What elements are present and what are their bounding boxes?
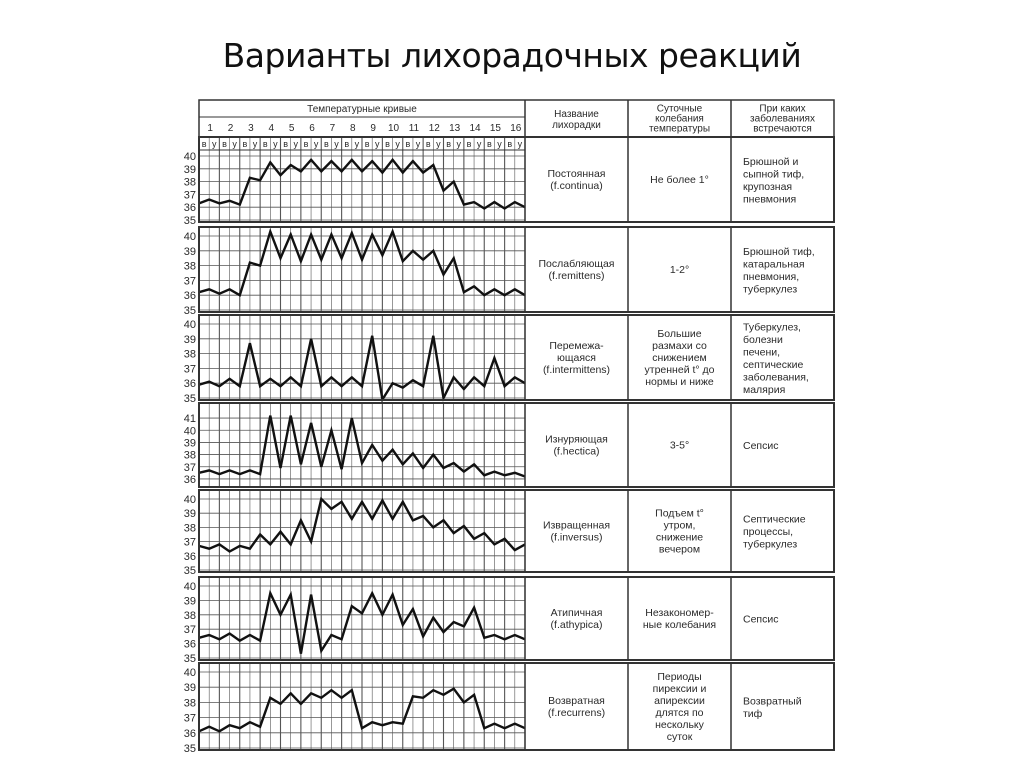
fever-row xyxy=(184,403,834,487)
y-tick-label: 40 xyxy=(183,581,196,593)
y-tick-label: 38 xyxy=(183,522,196,535)
y-tick-label: 37 xyxy=(183,624,196,637)
y-tick-label: 38 xyxy=(183,176,196,189)
disease-line: Брюшной тиф, xyxy=(743,245,815,258)
row-border xyxy=(199,227,834,312)
daily-fluctuation: 1-2° xyxy=(669,264,690,277)
morning-evening-label: у xyxy=(415,139,421,149)
morning-evening-label: у xyxy=(517,139,523,149)
y-tick-label: 38 xyxy=(183,348,196,361)
morning-evening-label: у xyxy=(497,139,502,149)
disease-line: септические xyxy=(743,358,804,371)
disease-line: Возвратный xyxy=(743,695,802,708)
day-number: 9 xyxy=(370,123,376,134)
diseases-cell xyxy=(743,246,815,296)
y-tick-label: 35 xyxy=(183,565,196,577)
daily-fluctuation: 3-5° xyxy=(669,439,690,452)
fever-name: Постоянная xyxy=(547,168,606,181)
diseases-cell xyxy=(743,440,778,452)
morning-evening-label: у xyxy=(436,139,441,149)
morning-evening-label: у xyxy=(313,139,319,149)
morning-evening-label: в xyxy=(446,139,451,149)
morning-evening-label: у xyxy=(395,139,400,149)
header-diseases: При каких xyxy=(759,103,806,115)
day-number: 10 xyxy=(388,123,400,134)
y-tick-label: 40 xyxy=(183,667,196,679)
diseases-cell xyxy=(743,614,778,626)
fever-row xyxy=(184,227,834,317)
y-tick-label: 37 xyxy=(183,189,196,202)
y-tick-label: 35 xyxy=(183,653,196,665)
morning-evening-label: у xyxy=(334,139,339,149)
fever-name: (f.athypica) xyxy=(550,619,603,632)
morning-evening-label: в xyxy=(507,139,513,149)
y-tick-label: 38 xyxy=(183,449,196,462)
daily-fluctuation: Незакономер- xyxy=(645,607,714,620)
morning-evening-label: в xyxy=(201,139,207,149)
y-tick-label: 39 xyxy=(183,595,196,608)
day-number: 3 xyxy=(248,123,254,134)
fever-name: (f.continua) xyxy=(550,180,603,193)
daily-fluctuation: длятся по xyxy=(655,707,704,720)
morning-evening-label: в xyxy=(262,139,268,149)
daily-fluctuation: Большие xyxy=(657,328,702,341)
day-number: 15 xyxy=(489,123,501,134)
header-curves: Температурные кривые xyxy=(307,104,417,115)
daily-fluctuation: ные колебания xyxy=(642,619,717,632)
morning-evening-label: в xyxy=(242,139,248,149)
disease-line: заболевания, xyxy=(743,371,809,384)
header-daily: Суточные xyxy=(656,103,703,115)
y-tick-label: 35 xyxy=(183,393,196,405)
day-number: 12 xyxy=(428,123,440,134)
daily-fluctuation: вечером xyxy=(658,543,701,556)
y-tick-label: 35 xyxy=(183,215,196,227)
fever-row xyxy=(184,577,834,665)
morning-evening-label: у xyxy=(212,139,217,149)
fever-name: Извращенная xyxy=(542,519,611,532)
header-daily: температуры xyxy=(648,123,711,135)
y-tick-label: 38 xyxy=(183,260,196,273)
y-tick-label: 39 xyxy=(183,163,196,176)
y-tick-label: 35 xyxy=(183,743,196,755)
disease-line: пневмония, xyxy=(743,270,800,283)
daily-fluctuation: снижением xyxy=(652,352,707,365)
daily-fluctuation: Не более 1° xyxy=(650,174,709,187)
disease-line: сыпной тиф, xyxy=(743,168,805,181)
morning-evening-label: в xyxy=(323,139,329,149)
daily-fluctuation: размахи со xyxy=(652,340,707,353)
day-number: 2 xyxy=(227,123,234,134)
day-number: 16 xyxy=(510,123,522,134)
y-tick-label: 40 xyxy=(183,425,196,438)
y-tick-label: 41 xyxy=(183,413,196,426)
fever-name: ющаяся xyxy=(557,352,596,365)
y-tick-label: 38 xyxy=(183,609,196,622)
fever-row xyxy=(184,490,834,577)
y-tick-label: 36 xyxy=(183,378,196,391)
daily-fluctuation: апирексии xyxy=(654,695,705,708)
disease-line: крупозная xyxy=(743,180,793,193)
y-tick-label: 36 xyxy=(183,550,196,563)
fever-row xyxy=(184,663,834,755)
morning-evening-label: у xyxy=(252,139,258,149)
daily-fluctuation: Периоды xyxy=(657,671,702,684)
fever-name: (f.recurrens) xyxy=(547,707,606,720)
y-tick-label: 37 xyxy=(183,461,196,474)
daily-fluctuation: утренней t° до xyxy=(644,364,715,377)
diseases-cell xyxy=(743,514,806,551)
disease-line: пневмония xyxy=(743,193,797,206)
day-number: 14 xyxy=(469,123,481,134)
y-tick-label: 39 xyxy=(183,437,196,450)
row-border xyxy=(199,315,834,400)
y-tick-label: 38 xyxy=(183,697,196,710)
fever-name: (f.hectica) xyxy=(553,445,600,458)
y-tick-label: 35 xyxy=(183,305,196,317)
diseases-cell xyxy=(743,321,809,396)
disease-line: Сепсис xyxy=(743,440,779,452)
fever-row xyxy=(184,315,834,405)
day-number: 4 xyxy=(268,123,275,134)
diseases-cell xyxy=(743,695,802,720)
daily-fluctuation: суток xyxy=(666,731,693,744)
y-tick-label: 40 xyxy=(183,151,196,163)
y-tick-label: 40 xyxy=(183,494,196,506)
disease-line: малярия xyxy=(743,383,786,396)
morning-evening-label: в xyxy=(364,139,370,149)
morning-evening-label: в xyxy=(303,139,309,149)
y-tick-label: 39 xyxy=(183,333,196,346)
y-tick-label: 37 xyxy=(183,712,196,725)
y-tick-label: 36 xyxy=(183,473,196,486)
y-tick-label: 40 xyxy=(183,319,196,331)
disease-line: болезни xyxy=(743,333,783,346)
day-number: 6 xyxy=(309,123,315,134)
daily-fluctuation: нескольку xyxy=(655,719,704,732)
fever-name: Послабляющая xyxy=(538,258,615,271)
y-tick-label: 39 xyxy=(183,682,196,695)
row-border xyxy=(199,663,834,750)
y-tick-label: 37 xyxy=(183,363,196,376)
disease-line: тиф xyxy=(743,707,763,720)
morning-evening-label: у xyxy=(476,139,482,149)
y-tick-label: 37 xyxy=(183,275,196,288)
daily-fluctuation: пирексии и xyxy=(652,683,707,696)
daily-fluctuation: снижение xyxy=(655,531,704,544)
disease-line: туберкулез xyxy=(743,538,798,551)
header-name: лихорадки xyxy=(552,120,601,131)
morning-evening-label: у xyxy=(456,139,462,149)
morning-evening-label: в xyxy=(344,139,350,149)
diseases-cell xyxy=(743,156,804,206)
table-header xyxy=(199,100,834,137)
day-number: 7 xyxy=(329,123,336,134)
y-tick-label: 40 xyxy=(183,231,196,243)
day-number: 5 xyxy=(288,123,295,134)
morning-evening-label: в xyxy=(405,139,411,149)
disease-line: катаральная xyxy=(743,258,805,271)
y-tick-label: 36 xyxy=(183,202,196,215)
fever-name: Перемежа- xyxy=(549,340,604,353)
daily-fluctuation: нормы и ниже xyxy=(645,376,714,389)
fever-name: Атипичная xyxy=(550,607,603,620)
morning-evening-label: в xyxy=(283,139,288,149)
morning-evening-label: у xyxy=(354,139,360,149)
daily-fluctuation: утром, xyxy=(663,519,696,532)
header-daily: колебания xyxy=(655,113,704,125)
morning-evening-label: в xyxy=(385,139,390,149)
disease-line: процессы, xyxy=(743,526,794,538)
y-tick-label: 39 xyxy=(183,508,196,521)
daily-fluctuation: Подъем t° xyxy=(655,507,704,520)
fever-name: (f.intermittens) xyxy=(542,364,611,377)
day-number: 8 xyxy=(350,123,356,134)
row-border xyxy=(199,490,834,572)
disease-line: Сепсис xyxy=(743,613,779,626)
fever-name: Изнуряющая xyxy=(545,433,608,446)
disease-line: Туберкулез, xyxy=(743,321,801,334)
fever-name: (f.inversus) xyxy=(550,531,603,544)
header-diseases: заболеваниях xyxy=(750,113,815,125)
header-name: Название xyxy=(554,109,599,120)
disease-line: туберкулез xyxy=(743,283,798,296)
disease-line: печени, xyxy=(743,346,781,359)
morning-evening-label: у xyxy=(375,139,380,149)
y-tick-label: 36 xyxy=(183,638,196,651)
morning-evening-label: у xyxy=(293,139,299,149)
day-number: 1 xyxy=(207,123,213,134)
fever-name: Возвратная xyxy=(548,695,605,708)
page-title: Варианты лихорадочных реакций xyxy=(222,36,802,75)
y-tick-label: 37 xyxy=(183,536,196,549)
disease-line: Брюшной и xyxy=(743,155,799,168)
morning-evening-label: у xyxy=(273,139,278,149)
fever-name: (f.remittens) xyxy=(548,270,605,283)
morning-evening-label: в xyxy=(425,139,431,149)
morning-evening-label: в xyxy=(486,139,492,149)
disease-line: Септические xyxy=(743,513,806,526)
day-number: 11 xyxy=(408,123,420,134)
header-diseases: встречаются xyxy=(753,123,812,135)
morning-evening-label: в xyxy=(466,139,472,149)
fever-row xyxy=(184,137,834,227)
day-number: 13 xyxy=(449,123,461,134)
y-tick-label: 39 xyxy=(183,245,196,258)
y-tick-label: 36 xyxy=(183,290,196,303)
morning-evening-label: у xyxy=(232,139,237,149)
y-tick-label: 36 xyxy=(183,727,196,740)
morning-evening-label: в xyxy=(222,139,227,149)
